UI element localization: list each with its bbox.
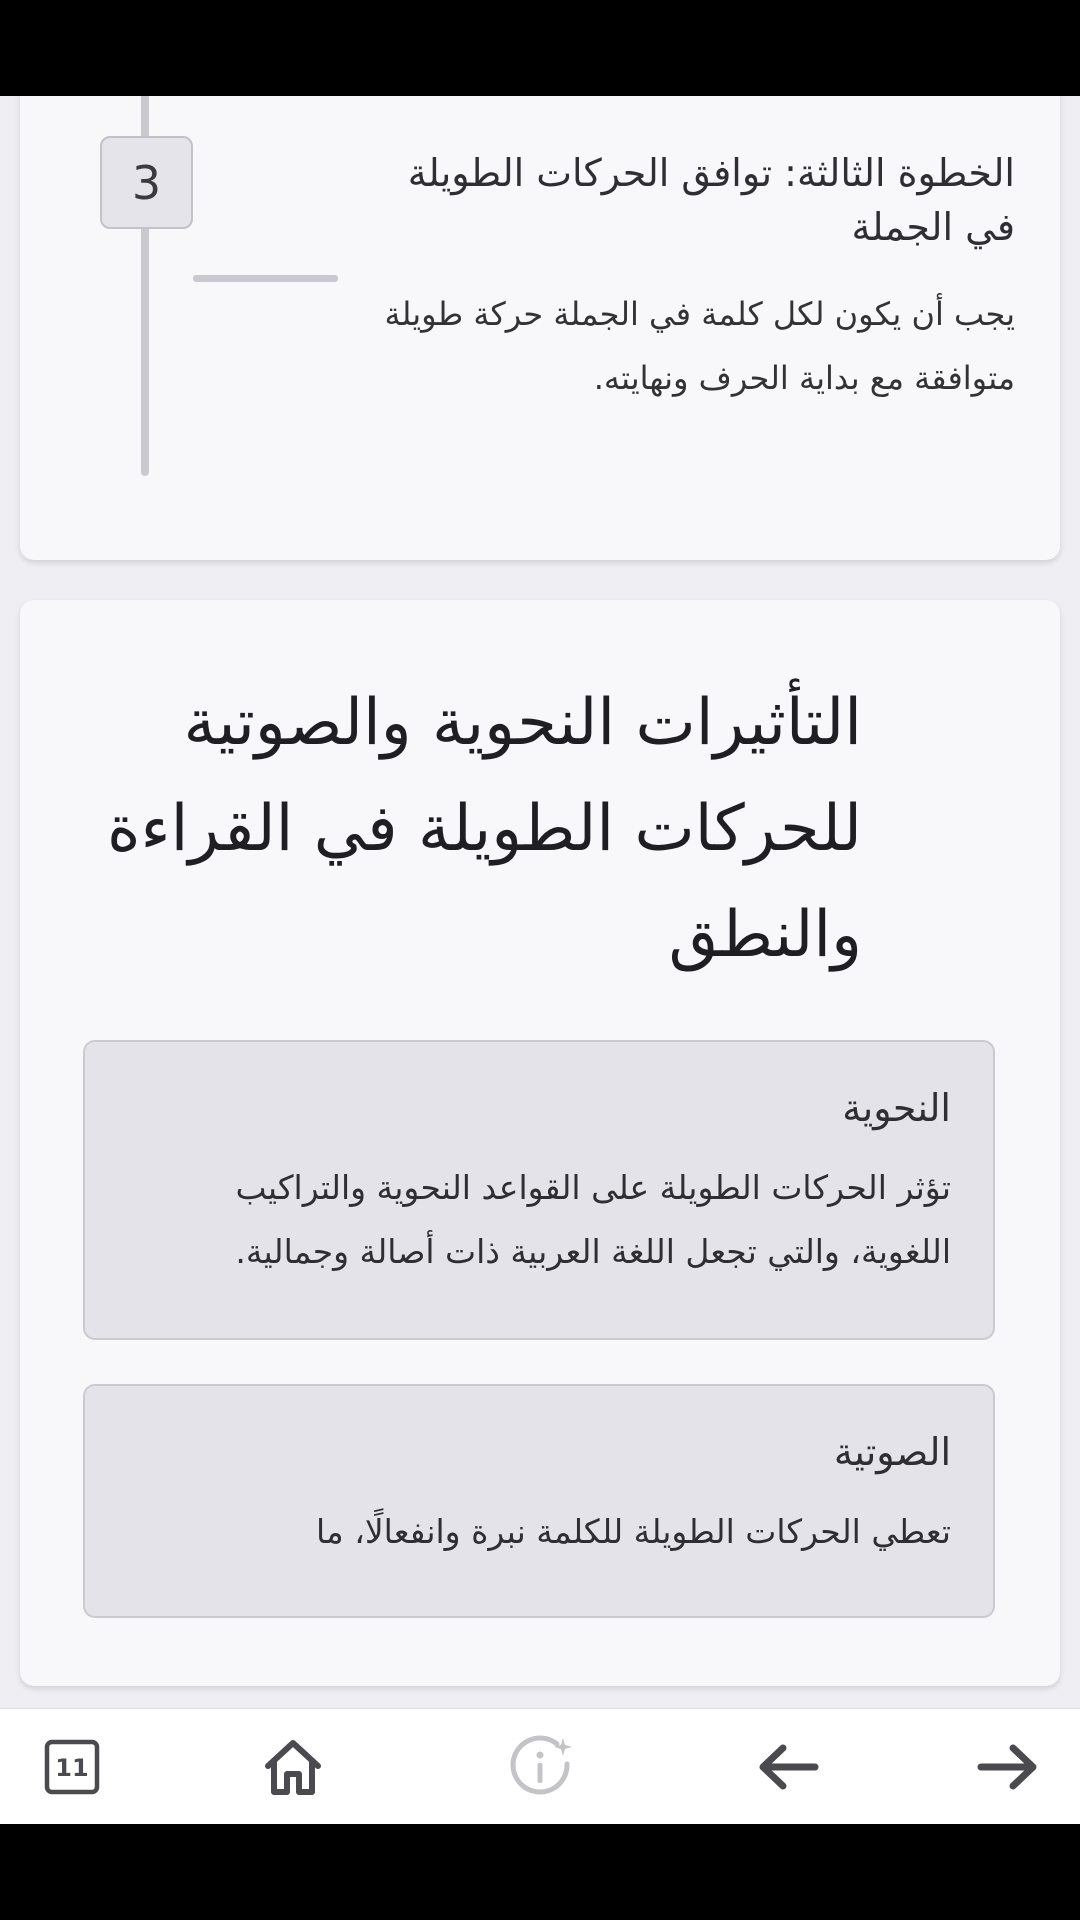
step-number-badge (100, 136, 193, 229)
back-button[interactable] (748, 1727, 828, 1807)
step-title: الخطوة الثالثة: توافق الحركات الطويلة في الجملة (407, 151, 1015, 249)
home-icon (262, 1736, 324, 1798)
effect-text: تعطي الحركات الطويلة للكلمة نبرة وانفعالًا، ما (315, 1512, 951, 1551)
step-card (20, 96, 1060, 560)
step-number: 3 (131, 155, 162, 210)
info-button[interactable] (502, 1727, 582, 1807)
effect-text: تؤثر الحركات الطويلة على القواعد النحوية والتراكيب اللغوية، والتي تجعل اللغة العربية ذات أصالة وجمالية. (235, 1168, 951, 1271)
effect-title: الصوتية (833, 1430, 951, 1474)
timeline-connector (193, 275, 338, 282)
info-sparkle-icon (509, 1734, 575, 1800)
effects-card (20, 600, 1060, 1686)
effect-box-grammar (83, 1040, 995, 1340)
status-bar (0, 0, 1080, 96)
tabs-count: 11 (55, 1754, 89, 1782)
tabs-button[interactable] (32, 1727, 112, 1807)
system-navigation-area (0, 1824, 1080, 1920)
home-button[interactable] (253, 1727, 333, 1807)
step-text (375, 146, 1015, 410)
effect-title: النحوية (842, 1086, 951, 1130)
page-content[interactable] (0, 96, 1080, 1708)
back-arrow-icon (755, 1742, 821, 1792)
forward-arrow-icon (975, 1742, 1041, 1792)
step-description: يجب أن يكون لكل كلمة في الجملة حركة طويلة متوافقة مع بداية الحرف ونهايته. (384, 295, 1015, 397)
forward-button[interactable] (968, 1727, 1048, 1807)
effect-box-phonetic (83, 1384, 995, 1618)
tabs-icon (42, 1737, 102, 1797)
section-title: التأثيرات النحوية والصوتية للحركات الطويلة في القراءة والنطق (106, 686, 862, 972)
bottom-navigation-bar (0, 1708, 1080, 1824)
